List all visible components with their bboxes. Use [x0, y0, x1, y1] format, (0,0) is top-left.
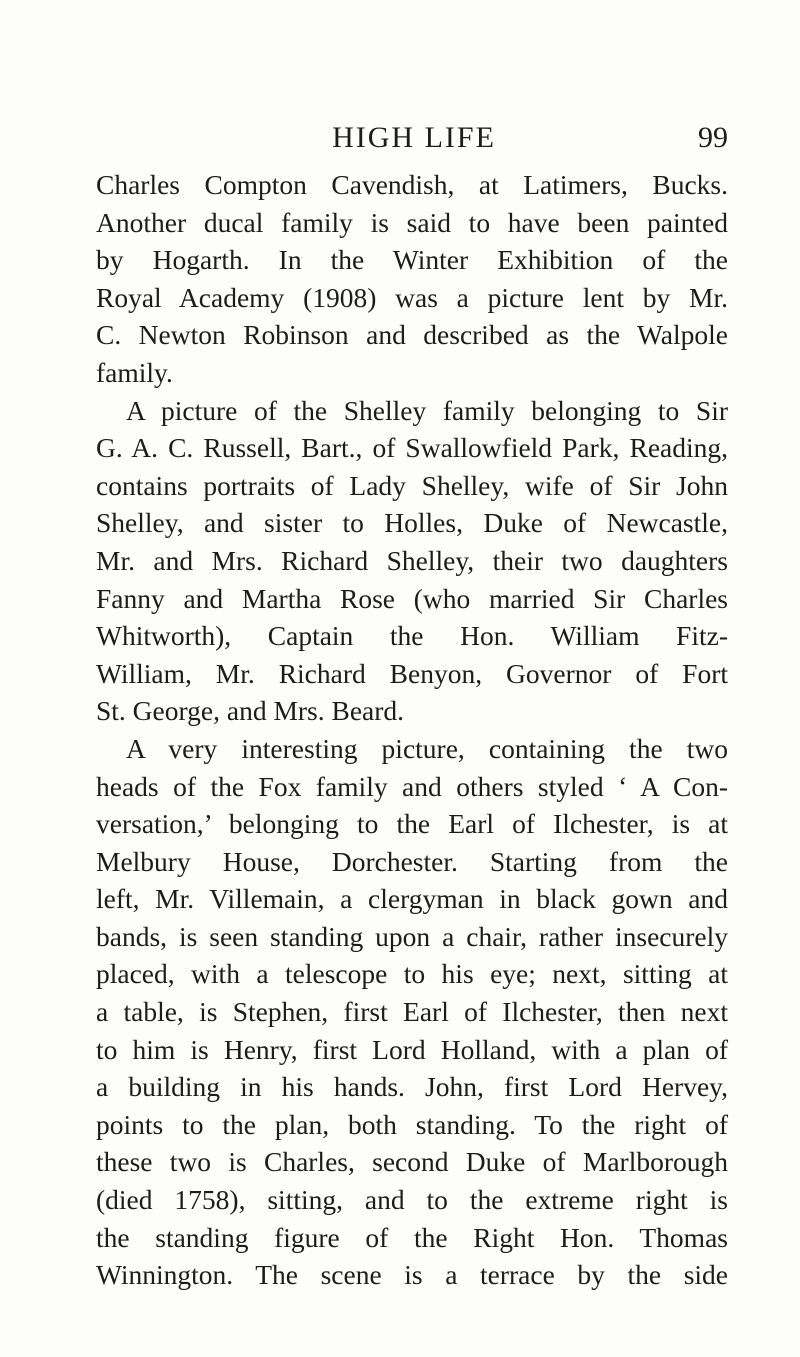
- text-line: points to the plan, both standing. To the right of: [96, 1108, 728, 1140]
- text-line: bands, is seen standing upon a chair, rather insecurely: [96, 920, 728, 952]
- text-line: the standing figure of the Right Hon. Thomas: [96, 1221, 728, 1253]
- running-head: [100, 118, 728, 158]
- text-line: by Hogarth. In the Winter Exhibition of the: [96, 244, 728, 276]
- text-line: Winnington. The scene is a terrace by the side: [96, 1259, 728, 1291]
- text-line: contains portraits of Lady Shelley, wife of Sir John: [96, 469, 728, 501]
- text-line: William, Mr. Richard Benyon, Governor of Fort: [96, 657, 728, 689]
- text-line: placed, with a telescope to his eye; next, sitting at: [96, 958, 728, 990]
- text-line: (died 1758), sitting, and to the extreme right is: [96, 1184, 728, 1216]
- text-line: a table, is Stephen, first Earl of Ilchester, then next: [96, 996, 728, 1028]
- text-line: Shelley, and sister to Holles, Duke of Newcastle,: [96, 507, 728, 539]
- text-line: Another ducal family is said to have been painted: [96, 206, 728, 238]
- text-line: Royal Academy (1908) was a picture lent by Mr.: [96, 281, 728, 313]
- text-line: Mr. and Mrs. Richard Shelley, their two daughters: [96, 544, 728, 576]
- running-head-title: HIGH LIFE: [332, 121, 496, 154]
- text-line: heads of the Fox family and others styled ‘ A Con-: [96, 770, 728, 802]
- text-line: versation,’ belonging to the Earl of Ilchester, is at: [96, 808, 728, 840]
- text-line: family.: [96, 356, 173, 388]
- text-line: left, Mr. Villemain, a clergyman in black gown and: [96, 883, 728, 915]
- text-line: G. A. C. Russell, Bart., of Swallowfield Park, Reading,: [96, 432, 728, 464]
- text-line: a building in his hands. John, first Lord Hervey,: [96, 1071, 728, 1103]
- text-line: these two is Charles, second Duke of Marlborough: [96, 1146, 728, 1178]
- text-line: Whitworth), Captain the Hon. William Fitz-: [96, 620, 728, 652]
- text-line: to him is Henry, first Lord Holland, with a plan of: [96, 1033, 728, 1065]
- text-line: A very interesting picture, containing the two: [126, 732, 728, 764]
- body-text: [96, 166, 728, 1294]
- page-number: 99: [698, 121, 728, 154]
- text-line: St. George, and Mrs. Beard.: [96, 695, 405, 727]
- text-line: A picture of the Shelley family belonging to Sir: [126, 394, 728, 426]
- text-line: Fanny and Martha Rose (who married Sir Charles: [96, 582, 728, 614]
- text-line: Melbury House, Dorchester. Starting from the: [96, 845, 728, 877]
- text-line: C. Newton Robinson and described as the Walpole: [96, 319, 728, 351]
- text-line: Charles Compton Cavendish, at Latimers, Bucks.: [96, 169, 728, 200]
